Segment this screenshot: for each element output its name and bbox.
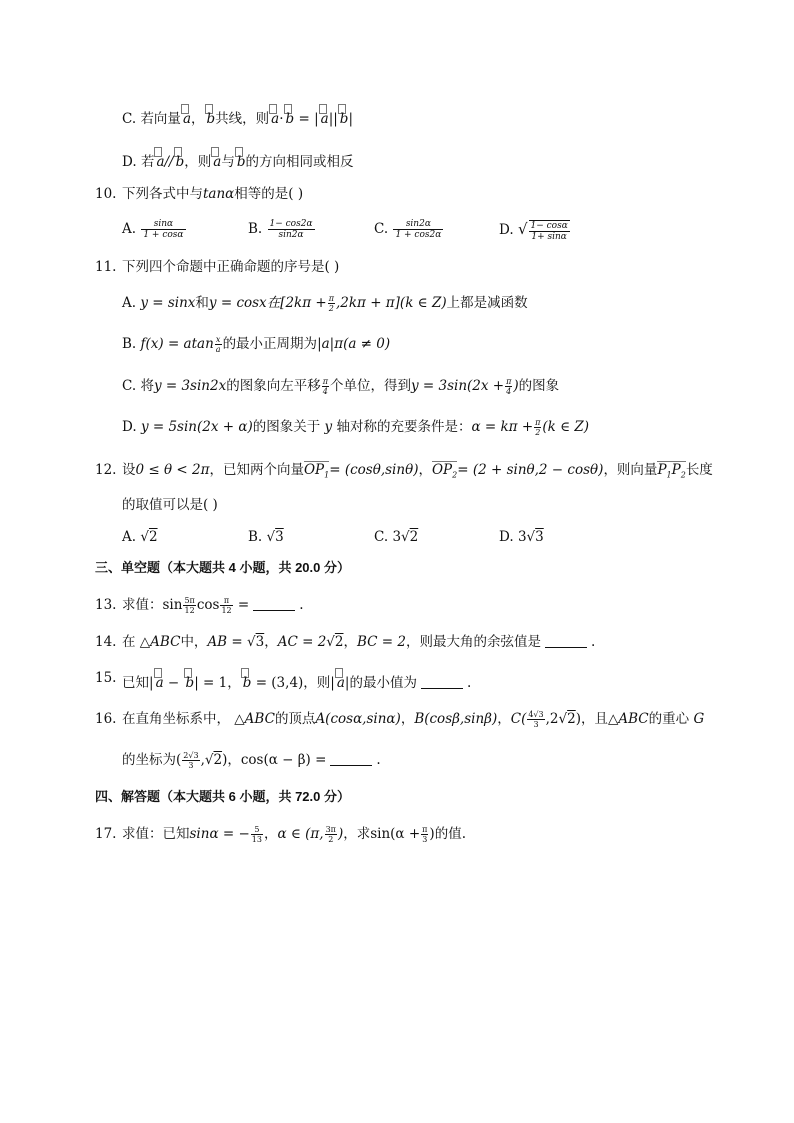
math: cos(α − β) = [240, 752, 327, 768]
numerator: 1− cosα [530, 220, 568, 231]
option-label: D. [499, 529, 514, 545]
text: ，且 [581, 711, 608, 727]
q10-option-d: D. √ $\frac{1- \cos\alpha}{1+ \sin\alpha}$ [499, 220, 568, 242]
text: 相等的是( ) [234, 186, 304, 202]
math: BC = 2 [356, 634, 406, 650]
denominator: sin2α [278, 230, 304, 240]
text: − [167, 675, 180, 691]
text: ， [191, 111, 205, 127]
math: = (2 + sinθ,2 − cosθ) [457, 462, 604, 478]
vec-b: b [236, 154, 246, 170]
vec-b: b [206, 111, 216, 127]
numerator: 1− cos2α [269, 219, 313, 229]
option-label: C. [374, 529, 389, 545]
denominator: 1+ sinα [531, 231, 567, 242]
q17-stem [122, 824, 466, 844]
math: tanα [203, 186, 235, 202]
vector-name: OP [431, 462, 453, 478]
text: | [344, 675, 350, 691]
text: 的图象 [518, 378, 560, 394]
coefficient: 3 [517, 529, 527, 545]
q9-option-c: C. 若向量 a， b共线，则 a· b = | a|| b| [122, 104, 353, 129]
text: ， [343, 634, 357, 650]
option-label: B. [248, 529, 263, 545]
text: 将 [140, 378, 154, 394]
q15-number: 15. [95, 670, 117, 686]
vec-a: a [182, 111, 191, 127]
text: 已知 [122, 675, 149, 691]
option-label: C. [122, 378, 137, 394]
text: 的图象向左平移 [226, 378, 321, 394]
text: | [149, 675, 154, 691]
radicand: 2 [148, 529, 158, 545]
text: 下列各式中与 [122, 186, 203, 202]
math: y = 5sin(2x + α) [140, 419, 253, 435]
numerator: sinα [141, 219, 185, 230]
fraction [220, 596, 232, 615]
fraction [527, 710, 544, 729]
text: 上都是减函数 [446, 295, 528, 311]
radicand: 2 [567, 711, 576, 727]
text: ， [497, 711, 511, 727]
q13-stem [122, 595, 304, 615]
q12-option-a: A. √2 [122, 529, 158, 545]
q12-number: 12. [95, 462, 117, 478]
text: ，则 [184, 154, 212, 170]
vec-b: b [185, 675, 195, 691]
fraction [215, 335, 222, 354]
q10-number: 10. [95, 186, 117, 202]
text: 若向量 [140, 111, 181, 127]
math: sin(α + [370, 826, 421, 842]
fraction [183, 596, 195, 615]
text: 共线，则 [215, 111, 270, 127]
math: y = 3sin(2x + [410, 378, 505, 394]
numerator: π [322, 377, 328, 386]
math: sin [162, 597, 183, 613]
answer-blank[interactable] [330, 751, 372, 766]
option-label: A. [122, 221, 137, 237]
text: ， [227, 675, 241, 691]
q15-stem [122, 668, 471, 693]
fraction [328, 294, 335, 313]
section-heading-solutions: 四、解答题（本大题共 6 小题，共 72.0 分） [95, 789, 350, 804]
math: cos [196, 597, 220, 613]
fraction [141, 219, 185, 240]
text: ，求 [343, 826, 371, 842]
denominator: 1 + cos2α [395, 230, 442, 240]
text: ，则 [303, 675, 331, 691]
text: . [299, 597, 304, 613]
subscript: 2 [680, 470, 686, 480]
text: 与 [221, 154, 235, 170]
numerator: π [422, 825, 428, 834]
option-label: D. [499, 222, 514, 238]
vector-name: P [671, 462, 681, 478]
text: ，则向量 [603, 462, 658, 478]
answer-blank[interactable] [253, 596, 295, 611]
q12-stem-line1 [122, 460, 713, 486]
numerator: sin2α [393, 219, 443, 230]
vector-p1p2 [657, 461, 685, 478]
math: α ∈ (π, [277, 826, 324, 842]
vector-name: P [657, 462, 667, 478]
text: 在直角坐标系中， [122, 711, 230, 727]
option-label: A. [122, 295, 137, 311]
math: (k ∈ Z) [542, 419, 590, 435]
fraction [529, 220, 570, 242]
q14-number: 14. [95, 634, 117, 650]
vec-b: b [175, 154, 185, 170]
text: . [466, 675, 472, 691]
text: 和 [195, 295, 209, 311]
math: △ABC [234, 711, 275, 727]
text: · [279, 111, 284, 127]
denominator: 3 [422, 835, 428, 844]
fraction [251, 825, 263, 844]
option-label: B. [122, 336, 137, 352]
radicand: 2 [409, 529, 419, 545]
q11-number: 11. [95, 259, 117, 275]
q12-option-b: B. √3 [248, 529, 284, 545]
q10-option-a [122, 219, 187, 240]
option-label: C. [374, 221, 389, 237]
math: y [324, 419, 333, 435]
math: ,2kπ + π](k ∈ Z) [335, 295, 447, 311]
text: , [200, 752, 205, 768]
denominator: 4 [506, 387, 512, 396]
vector-op2 [432, 461, 457, 478]
text: = [298, 111, 310, 127]
text: 的最小值为 [349, 675, 417, 691]
radicand: 3 [535, 529, 544, 545]
math: = (cosθ,sinθ) [329, 462, 419, 478]
vec-b: b [285, 111, 295, 127]
math: A(cosα,sinα) [315, 711, 401, 727]
math: y = 3sin2x [153, 378, 227, 394]
numerator: π [328, 294, 334, 303]
text: = (3,4) [255, 675, 304, 691]
text: 的方向相同或相反 [245, 154, 354, 170]
fraction [268, 219, 315, 240]
subscript: 1 [666, 470, 672, 480]
text: . [376, 752, 381, 768]
option-label: D. [122, 419, 137, 435]
math: |a|π(a ≠ 0) [317, 336, 391, 352]
radicand: 3 [255, 634, 265, 650]
denominator: 1 + cosα [143, 230, 184, 240]
q10-stem [122, 184, 303, 204]
math: f(x) = atan [140, 336, 214, 352]
numerator: 5π [184, 596, 195, 605]
q12-option-c: C. 3√2 [374, 529, 419, 545]
denominator: 12 [184, 606, 195, 615]
fraction [182, 751, 199, 770]
vec-a: a [320, 111, 329, 127]
denominator: 3 [533, 720, 539, 729]
math: G [693, 711, 705, 727]
denominator: 13 [251, 835, 262, 844]
math: △ABC [608, 711, 649, 727]
text: 个单位，得到 [329, 378, 411, 394]
q17-number: 17. [95, 826, 117, 842]
q9-option-d [122, 147, 353, 172]
vec-a: a [213, 154, 222, 170]
q10-option-c [374, 219, 444, 240]
subscript: 1 [324, 470, 330, 480]
option-label: A. [122, 529, 137, 545]
math: ) [429, 826, 435, 842]
math: 在[2kπ + [266, 295, 327, 311]
denominator: 4 [322, 387, 328, 396]
text: ， [263, 826, 278, 842]
math: y = sinx [140, 295, 196, 311]
text: 的最小正周期为 [222, 336, 318, 352]
numerator: 5 [251, 825, 263, 835]
vec-a: a [156, 154, 165, 170]
text: 轴对称的充要条件是： [336, 419, 472, 435]
text: 中， [180, 634, 208, 650]
text: ， [400, 711, 415, 727]
option-label: D. [122, 154, 137, 170]
denominator: 2 [328, 835, 334, 844]
fraction [393, 219, 443, 240]
denominator: a [215, 345, 221, 354]
math: ) [575, 711, 581, 727]
text: ， [418, 462, 432, 478]
text: ， [264, 634, 278, 650]
math: α = kπ + [471, 419, 534, 435]
radicand: 2 [334, 634, 344, 650]
text: 的图象关于 [252, 419, 321, 435]
fraction [505, 377, 512, 396]
fraction [421, 825, 428, 844]
text: )， [222, 752, 241, 768]
fraction [322, 377, 329, 396]
text: | [330, 675, 335, 691]
q11-option-d [122, 417, 589, 437]
radicand: 2 [213, 752, 223, 768]
math: △ABC [139, 634, 181, 650]
text: ，则最大角的余弦值是 [405, 634, 541, 650]
denominator: 2 [535, 428, 541, 437]
denominator: 2 [328, 304, 334, 313]
q11-stem: 下列四个命题中正确命题的序号是( ) [122, 259, 340, 275]
text: 的重心 [648, 711, 690, 727]
text: = [237, 597, 250, 613]
vector-op1 [304, 461, 329, 478]
denominator: 3 [188, 761, 194, 770]
math: 0 ≤ θ < 2π [135, 462, 210, 478]
radicand: 3 [275, 529, 284, 545]
text: ，已知两个向量 [209, 462, 304, 478]
q16-stem-line1: 在直角坐标系中， △ABC的顶点A(cosα,sinα)，B(cosβ,sinβ)，C( $\frac{4√3}{3}$ ,2√2)，且△ABC的重心 G [122, 710, 705, 729]
vec-a: a [155, 675, 164, 691]
vector-name: OP [303, 462, 325, 478]
q11-option-a [122, 293, 528, 313]
fraction [534, 418, 541, 437]
q13-number: 13. [95, 597, 117, 613]
text: 设 [122, 462, 136, 478]
section-heading-fill-in: 三、单空题（本大题共 4 小题，共 20.0 分） [95, 560, 350, 575]
option-label: C. [122, 111, 137, 127]
vec-b: b [242, 675, 252, 691]
q10-option-b [248, 219, 316, 240]
vec-b: b [339, 111, 349, 127]
math: C( [510, 711, 527, 727]
numerator: π [506, 377, 512, 386]
answer-blank[interactable] [421, 674, 463, 689]
q12-stem-line2: 的取值可以是( ) [122, 497, 218, 513]
text: // [164, 154, 174, 170]
text: 的顶点 [274, 711, 316, 727]
option-label: B. [248, 221, 263, 237]
text: 求值：已知 [122, 826, 190, 842]
answer-blank[interactable] [545, 633, 587, 648]
coefficient: 3 [392, 529, 402, 545]
text: 若 [140, 154, 155, 170]
math: ,2 [545, 711, 559, 727]
numerator: 4√3 [528, 710, 544, 719]
text: | = 1 [194, 675, 228, 691]
math: AB = [207, 634, 243, 650]
q11-option-b [122, 334, 390, 354]
text: 在 [122, 634, 136, 650]
math: B(cosβ,sinβ) [414, 711, 498, 727]
text: 的值. [434, 826, 466, 842]
math: y = cosx [208, 295, 267, 311]
math: sinα = − [189, 826, 250, 842]
math: ) [513, 378, 519, 394]
fraction [325, 825, 337, 844]
q16-stem-line2: 的坐标为( $\frac{2√3}{3}$ ,√2)，cos(α − β) = . [122, 751, 381, 770]
math: ) [337, 826, 344, 842]
text: . [590, 634, 596, 650]
text: 的坐标为( [122, 752, 182, 768]
numerator: 3π [325, 825, 336, 834]
q11-option-c [122, 376, 559, 396]
math: AC = 2 [277, 634, 327, 650]
denominator: 12 [221, 606, 232, 615]
q16-number: 16. [95, 711, 117, 727]
numerator: 2√3 [183, 751, 199, 760]
q14-stem: 在 △ABC中，AB = √3，AC = 2√2，BC = 2，则最大角的余弦值是 . [122, 634, 596, 650]
vec-a: a [271, 111, 280, 127]
q12-option-d: D. 3√3 [499, 529, 544, 545]
text: 长度 [685, 462, 713, 478]
text: 求值： [122, 597, 163, 613]
numerator: x [215, 335, 221, 344]
subscript: 2 [452, 470, 458, 480]
numerator: π [535, 418, 541, 427]
numerator: π [220, 596, 232, 606]
vec-a: a [336, 675, 345, 691]
